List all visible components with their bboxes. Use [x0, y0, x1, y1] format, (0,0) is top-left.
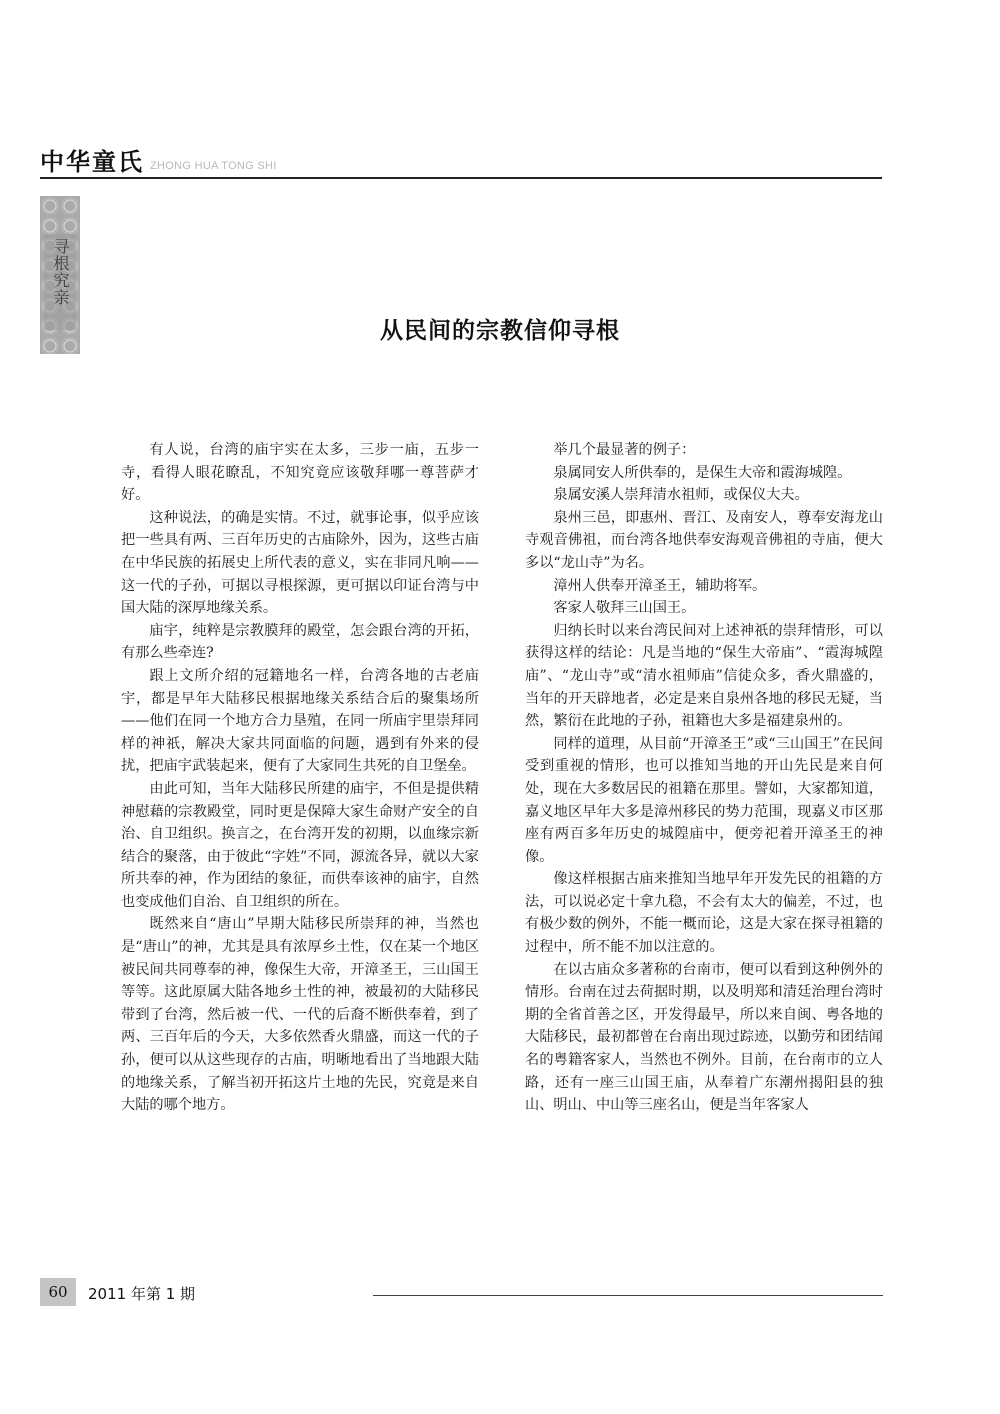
- paragraph: 庙宇，纯粹是宗教膜拜的殿堂，怎会跟台湾的开拓，有那么些牵连?: [121, 622, 479, 662]
- page-number: 60: [40, 1278, 76, 1306]
- paragraph: 泉州三邑，即惠州、晋江、及南安人，尊奉安海龙山寺观音佛祖，而台湾各地供奉安海观音佛祖的寺庙，便大多以“龙山寺”为名。: [525, 509, 883, 571]
- paragraph: 泉属同安人所供奉的，是保生大帝和霞海城隍。: [553, 464, 852, 481]
- paragraph: 归纳长时以来台湾民间对上述神祇的崇拜情形，可以获得这样的结论：凡是当地的“保生大帝庙”、“霞海城隍庙”、“龙山寺”或“清水祖师庙”信徒众多，香火鼎盛的，当年的开天辟地者，必定是来自泉州各地的移民无疑，当然，繁衍在此地的子孙，祖籍也大多是福建泉州的。: [525, 622, 883, 730]
- paragraph: 泉属安溪人崇拜清水祖师，或保仪大夫。: [553, 487, 809, 504]
- paragraph: 举几个最显著的例子：: [553, 442, 696, 458]
- paragraph: 这种说法，的确是实情。不过，就事论事，似乎应该把一些具有两、三百年历史的古庙除外，因为，这些古庙在中华民族的拓展史上所代表的意义，实在非同凡响——这一代的子孙，可据以寻根探源，更可据以印证台湾与中国大陆的深厚地缘关系。: [121, 509, 479, 617]
- paragraph: 同样的道理，从目前“开漳圣王”或“三山国王”在民间受到重视的情形，也可以推知当地的开山先民是来自何处，现在大多数居民的祖籍在那里。譬如，大家都知道，嘉义地区早年大多是漳州移民的势力范围，现嘉义市区那座有两百多年历史的城隍庙中，便旁祀着开漳圣王的神像。: [525, 735, 883, 865]
- magazine-title: 中华童氏: [40, 148, 144, 176]
- footer-rule: [373, 1295, 883, 1296]
- issue-label: 2011 年第 1 期: [88, 1285, 196, 1303]
- paragraph: 由此可知，当年大陆移民所建的庙宇，不但是提供精神慰藉的宗教殿堂，同时更是保障大家生命财产安全的自治、自卫组织。换言之，在台湾开发的初期，以血缘宗新结合的聚落，由于彼此“字姓”不同，源流各异，就以大家所共奉的神，作为团结的象征，而供奉该神的庙宇，自然也变成他们自治、自卫组织的所在。: [121, 780, 479, 910]
- magazine-pinyin: ZHONG HUA TONG SHI: [150, 160, 277, 172]
- right-column: [525, 439, 883, 1117]
- paragraph: 既然来自“唐山”早期大陆移民所崇拜的神，当然也是“唐山”的神，尤其是具有浓厚乡土性，仅在某一个地区被民间共同尊奉的神，像保生大帝，开漳圣王，三山国王等等。这此原属大陆各地乡土性的神，被最初的大陆移民带到了台湾，然后被一代、一代的后裔不断供奉着，到了两、三百年后的今天，大多依然香火鼎盛，而这一代的子孙，便可以从这些现存的古庙，明晰地看出了当地跟大陆的地缘关系，了解当初开拓这片土地的先民，究竟是来自大陆的哪个地方。: [121, 916, 479, 1114]
- paragraph: 像这样根据古庙来推知当地早年开发先民的祖籍的方法，可以说必定十拿九稳，不会有太大的偏差，不过，也有极少数的例外，不能一概而论，这是大家在探寻祖籍的过程中，所不能不加以注意的。: [525, 871, 883, 956]
- paragraph: 有人说，台湾的庙宇实在太多，三步一庙，五步一寺，看得人眼花瞭乱，不知究竟应该敬拜哪一尊菩萨才好。: [121, 442, 479, 504]
- paragraph: 客家人敬拜三山国王。: [553, 600, 696, 617]
- header-rule: [40, 177, 882, 179]
- paragraph: 跟上文所介绍的冠籍地名一样，台湾各地的古老庙宇，都是早年大陆移民根据地缘关系结合后的聚集场所——他们在同一个地方合力垦殖，在同一所庙宇里崇拜同样的神祇，解决大家共同面临的问题，遇到有外来的侵扰，把庙宇武装起来，便有了大家同生共死的自卫堡垒。: [121, 667, 479, 775]
- paragraph: 在以古庙众多著称的台南市，便可以看到这种例外的情形。台南在过去荷据时期，以及明郑和清廷治理台湾时期的全省首善之区，开发得最早，所以来自闽、粤各地的大陆移民，最初都曾在台南出现过踪迹，以勤劳和团结闻名的粤籍客家人，当然也不例外。目前，在台南市的立人路，还有一座三山国王庙，从奉着广东潮州揭阳县的独山、明山、中山等三座名山，便是当年客家人: [525, 961, 883, 1114]
- section-tab-label: 寻根究亲: [51, 238, 70, 306]
- paragraph: 漳州人供奉开漳圣王，辅助将军。: [553, 577, 767, 594]
- article-title: 从民间的宗教信仰寻根: [380, 318, 620, 344]
- left-column: [121, 439, 479, 1117]
- masthead: [40, 146, 277, 176]
